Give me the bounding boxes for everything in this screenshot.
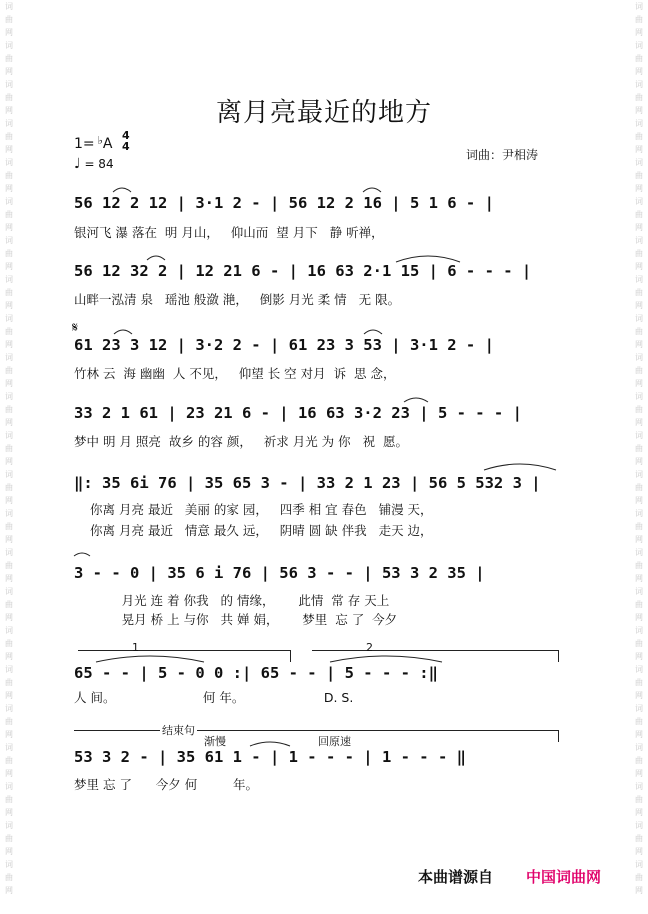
time-signature-top: 4 [122,129,130,142]
ending-label: 结束句 [162,724,195,737]
slur-arc [396,256,460,262]
flat-sign: ♭ [97,134,103,147]
key-note: A [102,136,113,152]
lyric-line-7: 人 间。 何 年。 D. S. [74,690,354,705]
volta-1-label: 1 [132,641,139,654]
time-signature-bottom: 4 [122,140,130,153]
slur-arc [364,330,382,334]
slur-arc [74,553,90,556]
credits: 词曲：尹相涛 [466,148,539,162]
lyric-line-6b: 晃月 桥 上 与你 共 婵 娟， 梦里 忘 了 今夕 [74,612,398,627]
lyric-line-3: 竹林 云 海 幽幽 人 不见， 仰望 长 空 对月 诉 思 念， [74,366,396,381]
song-title: 离月亮最近的地方 [215,98,432,128]
lyric-line-1: 银河飞 瀑 落在 明 月山， 仰山而 望 月下 静 听禅， [74,225,384,240]
slur-arc [147,256,165,260]
lyric-line-4: 梦中 明 月 照亮 故乡 的容 颜， 祈求 月光 为 你 祝 愿。 [74,434,409,449]
notation-line-1: 56 12 2 12 | 3·1 2 - | 56 12 2 16 | 5 1 6 - | [74,194,494,212]
slur-arc [363,188,381,192]
slur-arc [250,742,290,746]
lyric-line-6a: 月光 连 着 你我 的 情缘， 此情 常 存 天上 [74,593,390,608]
slur-arc [96,656,204,662]
tempo-value: = 84 [84,157,114,171]
slur-arc [114,330,132,334]
slur-arc [484,464,556,470]
notation-line-7: 65 - - | 5 - 0 0 :| 65 - - | 5 - - - :‖ [74,664,438,682]
lyric-line-2: 山畔一泓清 泉 瑶池 般潋 滟， 倒影 月光 柔 情 无 限。 [74,292,401,307]
volta-2-label: 2 [366,641,373,654]
notation-line-2: 56 12 32 2 | 12 21 6 - | 16 63 2·1 15 | 6 - - - | [74,262,532,280]
slur-arc [404,398,428,402]
lyric-line-8: 梦里 忘 了 今夕 何 年。 [74,777,259,792]
notation-line-8: 53 3 2 - | 35 61 1 - | 1 - - - | 1 - - - ‖ [74,748,466,766]
segno-sign: 𝄋 [72,320,79,336]
quarter-note-icon: ♩ [74,156,81,172]
watermark-left: 词曲网 词曲网 词曲网 词曲网 词曲网 词曲网 词曲网 词曲网 词曲网 词曲网 词曲网 词曲网 词曲网 词曲网 词曲网 词曲网 词曲网 词曲网 词曲网 词曲网 词曲网 词曲网 词曲网 [5,2,13,895]
rit-label: 渐慢 [204,735,226,748]
a-tempo-label: 回原速 [318,735,351,748]
notation-line-4: 33 2 1 61 | 23 21 6 - | 16 63 3·2 23 | 5 - - - | [74,404,522,422]
notation-line-5: ‖: 35 6i 76 | 35 65 3 - | 33 2 1 23 | 56 5 532 3 | [74,474,541,492]
lyric-line-5b: 你离 月亮 最近 情意 最久 远， 阴晴 圆 缺 伴我 走天 边， [90,523,433,538]
lyric-line-5a: 你离 月亮 最近 美丽 的家 园， 四季 相 宜 春色 铺漫 天， [90,502,433,517]
slur-arc [113,188,131,192]
watermark-right: 词曲网 词曲网 词曲网 词曲网 词曲网 词曲网 词曲网 词曲网 词曲网 词曲网 词曲网 词曲网 词曲网 词曲网 词曲网 词曲网 词曲网 词曲网 词曲网 词曲网 词曲网 词曲网 词曲网 [635,2,643,895]
notation-line-6: 3 - - 0 | 35 6 i 76 | 56 3 - - | 53 3 2 35 | [74,564,485,582]
source-label: 本曲谱源自 [418,868,494,886]
site-name-link[interactable]: 中国词曲网 [526,868,602,886]
notation-line-3: 61 23 3 12 | 3·2 2 - | 61 23 3 53 | 3·1 2 - | [74,336,494,354]
slur-arc [330,656,442,662]
key-prefix: 1= [74,136,95,152]
